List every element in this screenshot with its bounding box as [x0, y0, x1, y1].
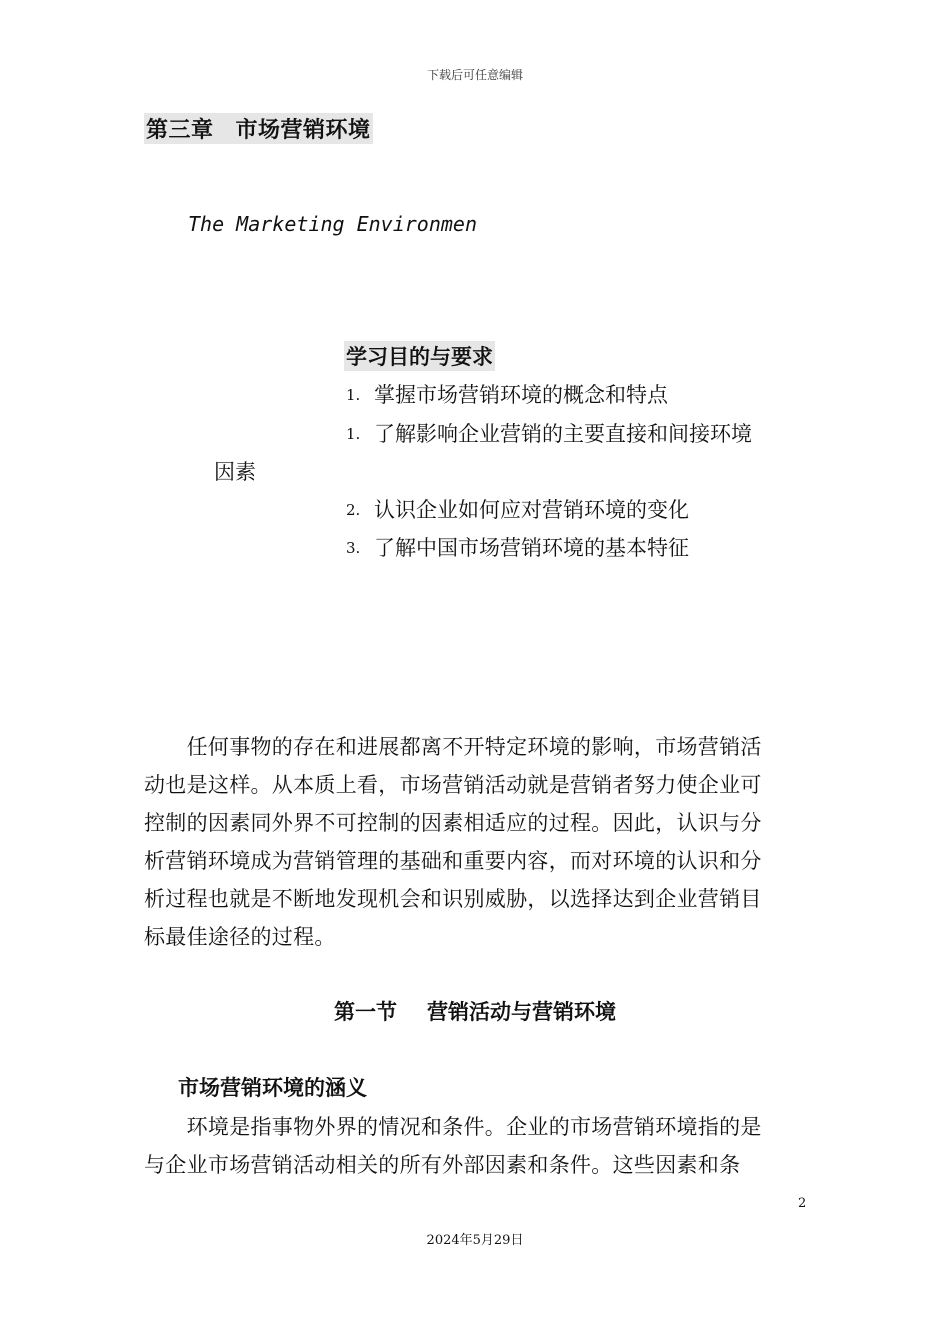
- subsection-paragraph-line: 与企业市场营销活动相关的所有外部因素和条件。这些因素和条: [144, 1153, 741, 1177]
- chapter-number: 第三章: [146, 118, 214, 143]
- objective-text: 认识企业如何应对营销环境的变化: [374, 498, 689, 522]
- intro-paragraph-line: 动也是这样。从本质上看，市场营销活动就是营销者努力使企业可: [144, 773, 762, 797]
- objective-item: [346, 494, 689, 524]
- chapter-name: 市场营销环境: [235, 118, 371, 143]
- footer-date: 2024年5月29日: [426, 1233, 524, 1248]
- objective-text: 了解影响企业营销的主要直接和间接环境: [374, 422, 752, 446]
- objective-number: 2.: [346, 501, 361, 519]
- chapter-subtitle-english: The Marketing Environmen: [188, 212, 477, 236]
- objective-number: 1.: [346, 386, 361, 404]
- objective-text: 掌握市场营销环境的概念和特点: [374, 383, 668, 407]
- objectives-heading: 学习目的与要求: [344, 341, 495, 371]
- objective-item: [346, 379, 668, 409]
- subsection-heading: 市场营销环境的涵义: [178, 1076, 367, 1100]
- intro-paragraph-line: 任何事物的存在和进展都离不开特定环境的影响，市场营销活: [144, 735, 762, 759]
- objective-item: [346, 532, 689, 562]
- intro-paragraph-line: 析营销环境成为营销管理的基础和重要内容，而对环境的认识和分: [144, 849, 762, 873]
- page-header-note: 下载后可任意编辑: [426, 68, 523, 82]
- objective-number: 3.: [346, 539, 361, 557]
- section-number: 第一节: [334, 1000, 397, 1024]
- section-name: 营销活动与营销环境: [427, 1000, 616, 1024]
- section-title: [0, 996, 950, 1026]
- subsection-paragraph-line: 环境是指事物外界的情况和条件。企业的市场营销环境指的是: [144, 1115, 762, 1139]
- objective-text: 了解中国市场营销环境的基本特征: [374, 536, 689, 560]
- intro-paragraph-line: 标最佳途径的过程。: [144, 925, 336, 949]
- page-number: 2: [798, 1196, 807, 1211]
- objective-number: 1.: [346, 425, 361, 443]
- objective-text-continuation: 因素: [214, 460, 256, 484]
- intro-paragraph-line: 控制的因素同外界不可控制的因素相适应的过程。因此，认识与分: [144, 811, 762, 835]
- objective-item: [346, 418, 752, 448]
- chapter-title: [144, 113, 373, 144]
- intro-paragraph-line: 析过程也就是不断地发现机会和识别威胁，以选择达到企业营销目: [144, 887, 762, 911]
